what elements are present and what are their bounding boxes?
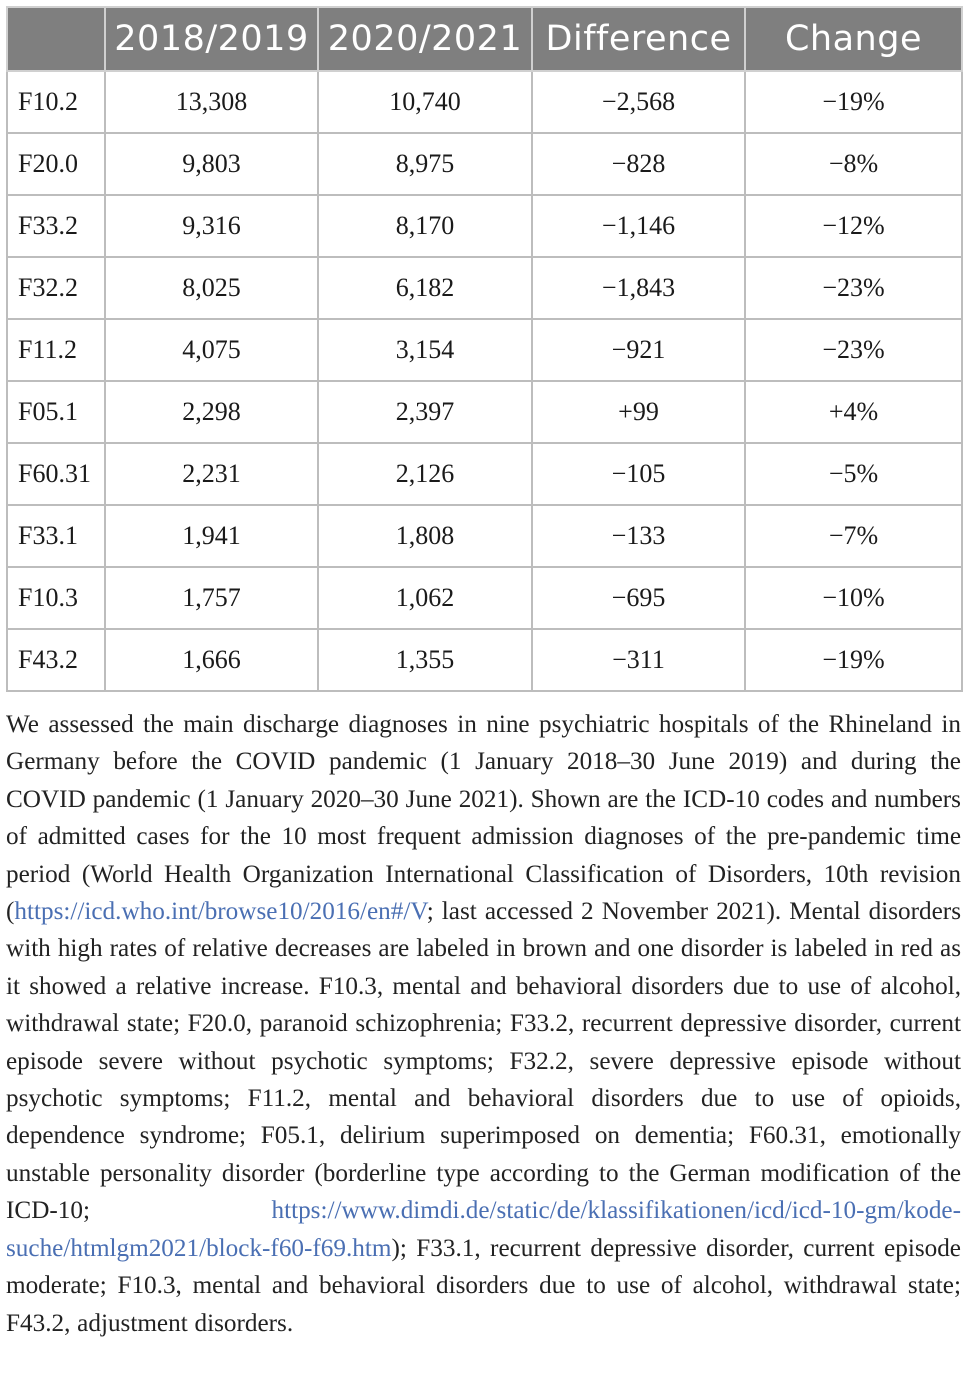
cell-change: −7% (745, 505, 962, 567)
cell-2020-2021: 8,170 (318, 195, 532, 257)
diagnoses-table (6, 6, 963, 692)
cell-code: F32.2 (7, 257, 105, 319)
table-figure (6, 6, 961, 1367)
cell-difference: −311 (532, 629, 745, 691)
cell-2020-2021: 10,740 (318, 71, 532, 133)
cell-2020-2021: 3,154 (318, 319, 532, 381)
cell-2020-2021: 2,397 (318, 381, 532, 443)
table-header-row (7, 7, 962, 71)
cell-difference: −2,568 (532, 71, 745, 133)
header-cell-change: Change (745, 7, 962, 71)
cell-code: F11.2 (7, 319, 105, 381)
table-row (7, 629, 962, 691)
header-cell-2018-2019: 2018/2019 (105, 7, 318, 71)
table-row (7, 319, 962, 381)
cell-change: +4% (745, 381, 962, 443)
cell-2020-2021: 1,808 (318, 505, 532, 567)
icd-who-link[interactable]: https://icd.who.int/browse10/2016/en#/V (14, 898, 427, 926)
cell-2018-2019: 9,803 (105, 133, 318, 195)
cell-2018-2019: 1,757 (105, 567, 318, 629)
cell-2018-2019: 8,025 (105, 257, 318, 319)
cell-2018-2019: 4,075 (105, 319, 318, 381)
cell-2018-2019: 1,941 (105, 505, 318, 567)
table-row (7, 133, 962, 195)
cell-2018-2019: 2,298 (105, 381, 318, 443)
cell-difference: −695 (532, 567, 745, 629)
cell-code: F20.0 (7, 133, 105, 195)
caption-text-part2: ; last accessed 2 November 2021). Mental disorders with high rates of relative decreases are labeled in brown and one disorder is labeled in red as it showed a relative increase. F10.3, mental and behavioral disorders due to use of alcohol, withdrawal state; F20.0, paranoid schizophrenia; F33.2, recurrent depressive disorder, current episode severe without psychotic symptoms; F32.2, severe depressive episode without psychotic symptoms; F11.2, mental and behavioral disorders due to use of opioids, dependence syndrome; F05.1, delirium superimposed on dementia; F60.31, emotionally unstable personality disorder (borderline type according to the German modification of the ICD-10; (6, 898, 961, 1225)
cell-difference: −1,146 (532, 195, 745, 257)
table-row (7, 71, 962, 133)
caption-text-part3: ); F33.1, recurrent depressive disorder, current episode moderate; F10.3, mental and behavioral disorders due to use of alcohol, withdrawal state; F43.2, adjustment disorders. (6, 1234, 961, 1337)
header-cell-difference: Difference (532, 7, 745, 71)
cell-2020-2021: 1,062 (318, 567, 532, 629)
cell-difference: +99 (532, 381, 745, 443)
cell-change: −5% (745, 443, 962, 505)
cell-difference: −105 (532, 443, 745, 505)
cell-2018-2019: 13,308 (105, 71, 318, 133)
cell-difference: −133 (532, 505, 745, 567)
cell-code: F10.3 (7, 567, 105, 629)
cell-code: F33.2 (7, 195, 105, 257)
table-row (7, 195, 962, 257)
cell-change: −19% (745, 71, 962, 133)
cell-change: −10% (745, 567, 962, 629)
table-row (7, 567, 962, 629)
cell-difference: −921 (532, 319, 745, 381)
cell-change: −23% (745, 257, 962, 319)
dimdi-link[interactable]: https://www.dimdi.de/static/de/klassifikationen/icd/icd-10-gm/kode-suche/htmlgm2021/block-f60-f69.htm (6, 1197, 961, 1262)
cell-2018-2019: 9,316 (105, 195, 318, 257)
cell-2020-2021: 2,126 (318, 443, 532, 505)
cell-code: F10.2 (7, 71, 105, 133)
cell-code: F60.31 (7, 443, 105, 505)
cell-change: −23% (745, 319, 962, 381)
cell-code: F33.1 (7, 505, 105, 567)
table-row (7, 505, 962, 567)
cell-change: −12% (745, 195, 962, 257)
cell-2020-2021: 6,182 (318, 257, 532, 319)
table-caption (6, 706, 961, 1342)
header-cell-2020-2021: 2020/2021 (318, 7, 532, 71)
cell-difference: −1,843 (532, 257, 745, 319)
cell-difference: −828 (532, 133, 745, 195)
table-row (7, 381, 962, 443)
header-cell-code (7, 7, 105, 71)
cell-2018-2019: 1,666 (105, 629, 318, 691)
cell-code: F05.1 (7, 381, 105, 443)
table-row (7, 257, 962, 319)
cell-2020-2021: 8,975 (318, 133, 532, 195)
table-row (7, 443, 962, 505)
caption-text-part1: We assessed the main discharge diagnoses in nine psychiatric hospitals of the Rhineland in Germany before the COVID pandemic (1 January 2018–30 June 2019) and during the COVID pandemic (1 January 2020–30 June 2021). Shown are the ICD-10 codes and numbers of admitted cases for the 10 most frequent admission diagnoses of the pre-pandemic time period (World Health Organization International Classification of Disorders, 10th revision ( (6, 711, 961, 926)
cell-code: F43.2 (7, 629, 105, 691)
cell-2018-2019: 2,231 (105, 443, 318, 505)
cell-2020-2021: 1,355 (318, 629, 532, 691)
cell-change: −8% (745, 133, 962, 195)
cell-change: −19% (745, 629, 962, 691)
